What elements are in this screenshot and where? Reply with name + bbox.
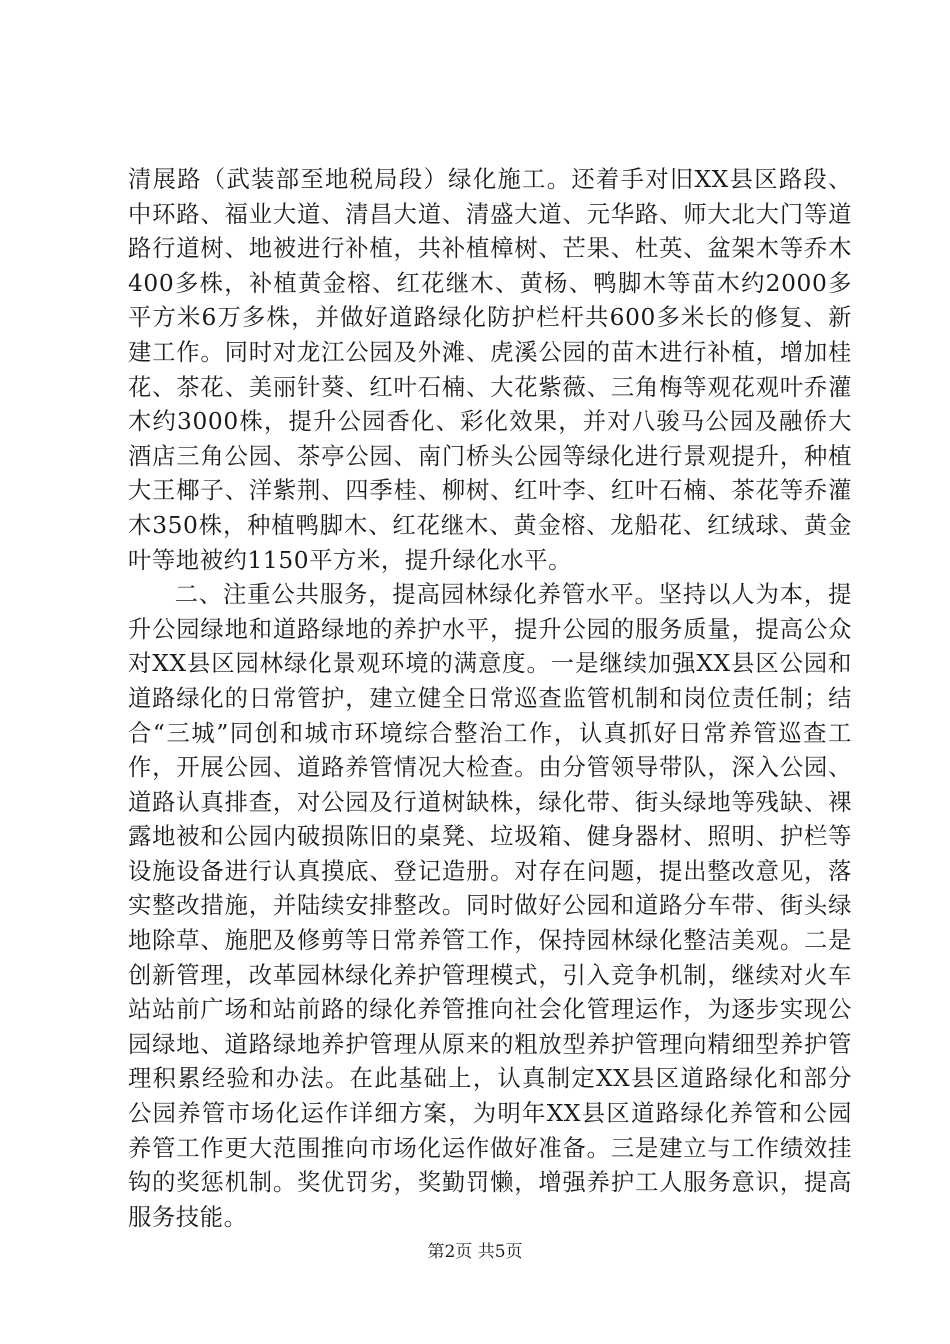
paragraph-continued: 清展路（武装部至地税局段）绿化施工。还着手对旧XX县区路段、中环路、福业大道、清昌大道、清盛大道、元华路、师大北大门等道路行道树、地被进行补植，共补植樟树、芒果、杜英、盆架木等乔木400多株，补植黄金榕、红花继木、黄杨、鸭脚木等苗木约2000多平方米6万多株，并做好道路绿化防护栏杆共600多米长的修复、新建工作。同时对龙江公园及外滩、虎溪公园的苗木进行补植，增加桂花、茶花、美丽针葵、红叶石楠、大花紫薇、三角梅等观花观叶乔灌木约3000株，提升公园香化、彩化效果，并对八骏马公园及融侨大酒店三角公园、茶亭公园、南门桥头公园等绿化进行景观提升，种植大王椰子、洋紫荆、四季桂、柳树、红叶李、红叶石楠、茶花等乔灌木350株，种植鸭脚木、红花继木、黄金榕、龙船花、红绒球、黄金叶等地被约1150平方米，提升绿化水平。: [128, 166, 852, 574]
page-number-footer: 第2页 共5页: [427, 1242, 523, 1262]
document-body: [128, 163, 852, 1235]
paragraph-section-two: 二、注重公共服务，提高园林绿化养管水平。坚持以人为本，提升公园绿地和道路绿地的养护水平，提升公园的服务质量，提高公众对XX县区园林绿化景观环境的满意度。一是继续加强XX县区公园和道路绿化的日常管护，建立健全日常巡查监管机制和岗位责任制；结合“三城”同创和城市环境综合整治工作，认真抓好日常养管巡查工作，开展公园、道路养管情况大检查。由分管领导带队，深入公园、道路认真排查，对公园及行道树缺株，绿化带、街头绿地等残缺、裸露地被和公园内破损陈旧的桌凳、垃圾箱、健身器材、照明、护栏等设施设备进行认真摸底、登记造册。对存在问题，提出整改意见，落实整改措施，并陆续安排整改。同时做好公园和道路分车带、街头绿地除草、施肥及修剪等日常养管工作，保持园林绿化整洁美观。二是创新管理，改革园林绿化养护管理模式，引入竞争机制，继续对火车站站前广场和站前路的绿化养管推向社会化管理运作，为逐步实现公园绿地、道路绿地养护管理从原来的粗放型养护管理向精细型养护管理积累经验和办法。在此基础上，认真制定XX县区道路绿化和部分公园养管市场化运作详细方案，为明年XX县区道路绿化养管和公园养管工作更大范围推向市场化运作做好准备。三是建立与工作绩效挂钩的奖惩机制。奖优罚劣，奖勤罚懒，增强养护工人服务意识，提高服务技能。: [128, 581, 852, 1231]
